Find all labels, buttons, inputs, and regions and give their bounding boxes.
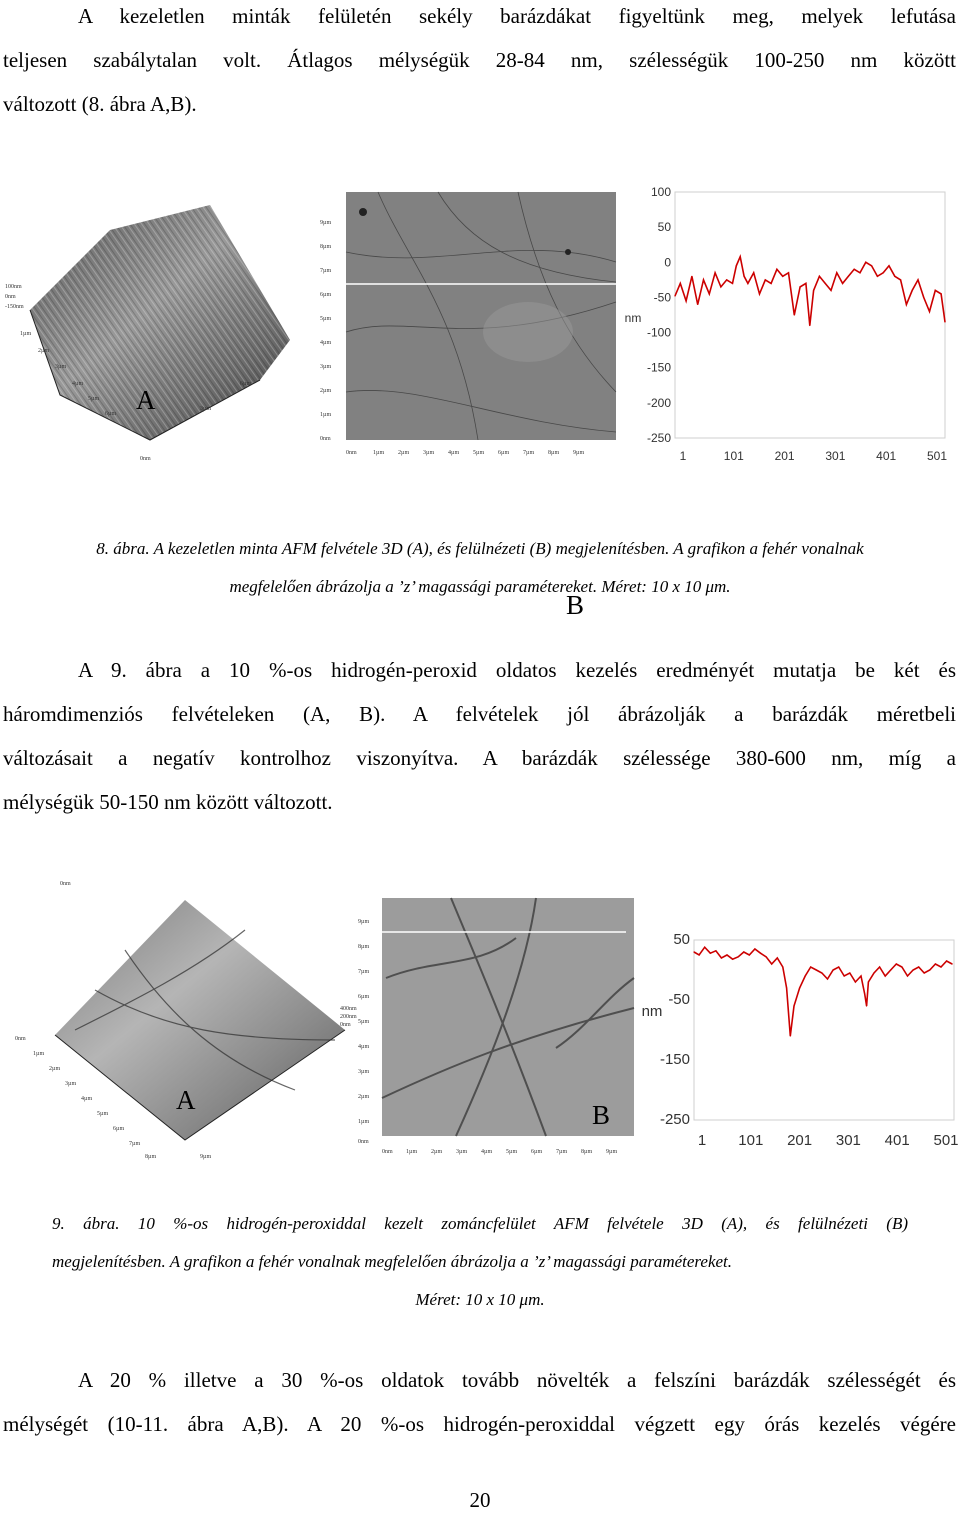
chart-x-tick-label: 101 bbox=[723, 449, 744, 463]
svg-text:4µm: 4µm bbox=[358, 1044, 370, 1050]
chart-data-point bbox=[944, 321, 945, 322]
chart-data-point bbox=[924, 972, 925, 973]
svg-text:8µm: 8µm bbox=[320, 244, 332, 250]
chart-data-point bbox=[777, 957, 778, 958]
chart-x-tick-label: 501 bbox=[926, 449, 948, 463]
chart-data-point bbox=[929, 311, 930, 312]
chart-data-point bbox=[855, 981, 856, 982]
chart-data-point bbox=[819, 276, 820, 277]
svg-text:0nm: 0nm bbox=[358, 1139, 369, 1145]
chart-data-point bbox=[844, 975, 845, 976]
chart-data-point bbox=[680, 283, 681, 284]
figure-8-caption-line-1: 8. ábra. A kezeletlen minta AFM felvétele 3D (A), és felülnézeti (B) megjelenítésben. A grafikon a fehér vonalnak bbox=[96, 539, 864, 558]
chart-data-point bbox=[691, 276, 692, 277]
chart-data-point bbox=[935, 963, 936, 964]
svg-text:6µm: 6µm bbox=[320, 292, 332, 298]
chart-data-point bbox=[885, 975, 886, 976]
svg-text:5µm: 5µm bbox=[97, 1111, 109, 1117]
svg-text:9µm: 9µm bbox=[573, 450, 585, 456]
chart-data-point bbox=[832, 969, 833, 970]
svg-text:0nm: 0nm bbox=[5, 294, 16, 300]
paragraph-1-line-1: A kezeletlen minták felületén sekély barázdákat figyeltünk meg, melyek lefutása bbox=[78, 4, 956, 28]
svg-text:2µm: 2µm bbox=[431, 1149, 443, 1155]
svg-text:5µm: 5µm bbox=[320, 316, 332, 322]
svg-text:2µm: 2µm bbox=[358, 1094, 370, 1100]
chart-data-point bbox=[877, 276, 878, 277]
chart-series-line bbox=[675, 257, 945, 326]
svg-text:4µm: 4µm bbox=[81, 1096, 93, 1102]
figure-9-caption-line-3: Méret: 10 x 10 μm. bbox=[415, 1290, 545, 1309]
svg-text:3µm: 3µm bbox=[55, 364, 67, 370]
svg-text:8µm: 8µm bbox=[581, 1149, 593, 1155]
svg-text:7µm: 7µm bbox=[556, 1149, 568, 1155]
chart-data-point bbox=[771, 963, 772, 964]
svg-text:6µm: 6µm bbox=[113, 1126, 125, 1132]
chart-data-point bbox=[753, 272, 754, 273]
chart-data-point bbox=[873, 972, 874, 973]
chart-plot-area bbox=[675, 192, 945, 438]
chart-data-point bbox=[848, 276, 849, 277]
chart-x-tick-label: 501 bbox=[933, 1132, 959, 1149]
chart-data-point bbox=[871, 265, 872, 266]
paragraph-3-line-2: mélységét (10-11. ábra A,B). A 20 %-os hidrogén-peroxiddal végzett egy órás kezelés végére bbox=[3, 1412, 956, 1436]
chart-y-axis-label: nm bbox=[641, 1003, 663, 1020]
svg-text:2µm: 2µm bbox=[398, 450, 410, 456]
svg-text:9µm: 9µm bbox=[200, 1154, 212, 1160]
page-number: 20 bbox=[469, 1488, 491, 1512]
svg-text:5µm: 5µm bbox=[473, 450, 485, 456]
svg-text:6µm: 6µm bbox=[105, 411, 117, 417]
svg-text:1µm: 1µm bbox=[20, 331, 32, 337]
svg-text:5µm: 5µm bbox=[88, 396, 100, 402]
svg-text:-150nm: -150nm bbox=[5, 304, 24, 310]
paragraph-2-line-1: A 9. ábra a 10 %-os hidrogén-peroxid oldatos kezelés eredményét mutatja be két és bbox=[78, 658, 956, 682]
chart-data-point bbox=[732, 959, 733, 960]
chart-x-tick-label: 1 bbox=[679, 449, 687, 463]
paragraph-2-line-3: változásait a negatív kontrolhoz viszonyítva. A barázdák szélessége 380-600 nm, míg a bbox=[3, 746, 956, 770]
chart-data-point bbox=[782, 966, 783, 967]
svg-text:1µm: 1µm bbox=[358, 1119, 370, 1125]
chart-y-tick-label: 50 bbox=[673, 931, 690, 948]
chart-data-point bbox=[854, 269, 855, 270]
chart-data-point bbox=[709, 293, 710, 294]
chart-data-point bbox=[838, 966, 839, 967]
chart-y-tick-label: -150 bbox=[646, 360, 671, 375]
chart-plot-area bbox=[694, 940, 954, 1120]
svg-text:2µm: 2µm bbox=[320, 388, 332, 394]
chart-data-point bbox=[736, 265, 737, 266]
chart-data-point bbox=[699, 954, 700, 955]
chart-x-tick-label: 1 bbox=[697, 1132, 707, 1149]
chart-data-point bbox=[929, 969, 930, 970]
chart-data-point bbox=[759, 293, 760, 294]
figure-9 bbox=[0, 881, 960, 1180]
svg-text:100nm: 100nm bbox=[5, 284, 22, 290]
svg-text:0nm: 0nm bbox=[346, 450, 357, 456]
svg-text:3µm: 3µm bbox=[320, 364, 332, 370]
svg-text:2µm: 2µm bbox=[38, 348, 50, 354]
chart-data-point bbox=[726, 954, 727, 955]
chart-data-point bbox=[912, 969, 913, 970]
chart-data-point bbox=[776, 269, 777, 270]
chart-x-tick-label: 201 bbox=[787, 1132, 813, 1149]
svg-text:0nm: 0nm bbox=[340, 1022, 351, 1028]
chart-data-point bbox=[866, 1005, 867, 1006]
chart-data-point bbox=[805, 283, 806, 284]
chart-data-point bbox=[799, 286, 800, 287]
paragraph-2 bbox=[3, 648, 956, 824]
chart-data-point bbox=[923, 297, 924, 298]
figure-9-height-profile-chart bbox=[636, 910, 960, 1180]
figure-9-panel-a-label: A bbox=[176, 1085, 196, 1115]
chart-data-point bbox=[693, 951, 694, 952]
svg-text:6µm: 6µm bbox=[498, 450, 510, 456]
svg-text:0nm: 0nm bbox=[60, 881, 71, 887]
figure-8-panel-a-label: A bbox=[136, 385, 156, 415]
svg-text:400nm: 400nm bbox=[340, 1006, 357, 1012]
paragraph-3 bbox=[3, 1358, 956, 1446]
chart-data-point bbox=[952, 963, 953, 964]
chart-data-point bbox=[864, 993, 865, 994]
chart-data-point bbox=[935, 290, 936, 291]
chart-data-point bbox=[883, 272, 884, 273]
chart-data-point bbox=[732, 283, 733, 284]
paragraph-1-line-3: változott (8. ábra A,B). bbox=[3, 92, 197, 116]
chart-data-point bbox=[859, 272, 860, 273]
chart-data-point bbox=[782, 276, 783, 277]
svg-text:2µm: 2µm bbox=[49, 1066, 61, 1072]
chart-data-point bbox=[912, 290, 913, 291]
chart-data-point bbox=[946, 960, 947, 961]
chart-data-point bbox=[860, 975, 861, 976]
svg-text:1µm: 1µm bbox=[33, 1051, 45, 1057]
svg-text:4µm: 4µm bbox=[72, 381, 84, 387]
chart-y-tick-label: -250 bbox=[659, 1111, 690, 1128]
svg-text:9µm: 9µm bbox=[606, 1149, 618, 1155]
svg-text:6µm: 6µm bbox=[358, 994, 370, 1000]
svg-text:6µm: 6µm bbox=[240, 381, 252, 387]
svg-text:4µm: 4µm bbox=[448, 450, 460, 456]
chart-data-point bbox=[888, 265, 889, 266]
chart-data-point bbox=[896, 963, 897, 964]
svg-text:4µm: 4µm bbox=[481, 1149, 493, 1155]
svg-text:1µm: 1µm bbox=[373, 450, 385, 456]
chart-y-tick-label: -150 bbox=[659, 1051, 690, 1068]
chart-data-point bbox=[790, 1035, 791, 1036]
chart-data-point bbox=[674, 295, 675, 296]
chart-data-point bbox=[720, 286, 721, 287]
chart-data-point bbox=[821, 972, 822, 973]
figure-9-panel-b-label: B bbox=[592, 1100, 611, 1130]
chart-data-point bbox=[879, 966, 880, 967]
svg-text:8µm: 8µm bbox=[548, 450, 560, 456]
figure-8-height-profile-chart bbox=[615, 180, 960, 480]
chart-series-line bbox=[694, 947, 952, 1036]
chart-x-tick-label: 101 bbox=[738, 1132, 764, 1149]
chart-data-point bbox=[810, 966, 811, 967]
chart-data-point bbox=[714, 272, 715, 273]
chart-data-point bbox=[842, 283, 843, 284]
chart-data-point bbox=[836, 272, 837, 273]
svg-text:9µm: 9µm bbox=[320, 220, 332, 226]
chart-data-point bbox=[743, 951, 744, 952]
figure-8-caption bbox=[0, 530, 960, 606]
svg-text:0nm: 0nm bbox=[15, 1036, 26, 1042]
svg-text:0nm: 0nm bbox=[382, 1149, 393, 1155]
chart-data-point bbox=[793, 1005, 794, 1006]
chart-data-point bbox=[907, 975, 908, 976]
chart-data-point bbox=[743, 276, 744, 277]
figure-8-afm-3d-image bbox=[0, 190, 320, 475]
svg-text:1µm: 1µm bbox=[406, 1149, 418, 1155]
chart-data-point bbox=[799, 987, 800, 988]
chart-data-point bbox=[771, 283, 772, 284]
chart-y-tick-label: 50 bbox=[657, 220, 671, 235]
chart-data-point bbox=[749, 954, 750, 955]
svg-text:7µm: 7µm bbox=[320, 268, 332, 274]
svg-text:8µm: 8µm bbox=[358, 944, 370, 950]
svg-text:7µm: 7µm bbox=[129, 1141, 141, 1147]
paragraph-1-line-2: teljesen szabálytalan volt. Átlagos mélységük 28-84 nm, szélességük 100-250 nm között bbox=[3, 48, 956, 72]
chart-x-tick-label: 301 bbox=[825, 449, 846, 463]
chart-data-point bbox=[738, 956, 739, 957]
svg-text:6µm: 6µm bbox=[531, 1149, 543, 1155]
chart-data-point bbox=[765, 279, 766, 280]
chart-data-point bbox=[703, 279, 704, 280]
chart-data-point bbox=[900, 279, 901, 280]
svg-text:200nm: 200nm bbox=[340, 1014, 357, 1020]
chart-data-point bbox=[890, 969, 891, 970]
chart-data-point bbox=[726, 279, 727, 280]
paragraph-3-line-1: A 20 % illetve a 30 %-os oldatok tovább növelték a felszíni barázdák szélességét és bbox=[78, 1368, 956, 1392]
chart-y-tick-label: -100 bbox=[646, 325, 671, 340]
svg-text:7µm: 7µm bbox=[358, 969, 370, 975]
chart-y-tick-label: -200 bbox=[646, 395, 671, 410]
chart-data-point bbox=[765, 956, 766, 957]
svg-text:3µm: 3µm bbox=[456, 1149, 468, 1155]
chart-data-point bbox=[747, 283, 748, 284]
figure-9-caption-line-1: 9. ábra. 10 %-os hidrogén-peroxiddal kezelt zománcfelület AFM felvétele 3D (A), és felülnézeti (B) bbox=[52, 1214, 908, 1233]
paragraph-1 bbox=[3, 0, 956, 126]
chart-data-point bbox=[940, 966, 941, 967]
chart-x-tick-label: 401 bbox=[876, 449, 897, 463]
chart-y-axis-label: nm bbox=[624, 311, 642, 325]
chart-data-point bbox=[697, 304, 698, 305]
chart-data-point bbox=[786, 987, 787, 988]
chart-x-tick-label: 401 bbox=[884, 1132, 910, 1149]
svg-text:9µm: 9µm bbox=[358, 919, 370, 925]
chart-data-point bbox=[918, 966, 919, 967]
chart-x-tick-label: 301 bbox=[835, 1132, 861, 1149]
chart-data-point bbox=[917, 279, 918, 280]
figure-8-caption-line-2: megfelelően ábrázolja a ’z’ magassági paramétereket. Méret: 10 x 10 μm. bbox=[229, 577, 731, 596]
chart-data-point bbox=[686, 300, 687, 301]
chart-x-tick-label: 201 bbox=[774, 449, 795, 463]
figure-8-chart-svg bbox=[615, 180, 960, 480]
chart-y-tick-label: 0 bbox=[664, 255, 671, 270]
chart-y-tick-label: -250 bbox=[646, 431, 671, 445]
chart-data-point bbox=[704, 947, 705, 948]
figure-9-caption bbox=[52, 1205, 908, 1319]
svg-text:1µm: 1µm bbox=[320, 412, 332, 418]
svg-text:8µm: 8µm bbox=[145, 1154, 157, 1160]
chart-data-point bbox=[825, 283, 826, 284]
svg-text:3µm: 3µm bbox=[358, 1069, 370, 1075]
svg-text:5µm: 5µm bbox=[506, 1149, 518, 1155]
chart-data-point bbox=[760, 953, 761, 954]
figure-9-chart-svg bbox=[636, 910, 960, 1180]
chart-data-point bbox=[894, 276, 895, 277]
figure-8-panel-b-label: B bbox=[566, 590, 585, 620]
chart-y-tick-label: -50 bbox=[653, 290, 671, 305]
chart-data-point bbox=[740, 256, 741, 257]
chart-data-point bbox=[809, 325, 810, 326]
chart-data-point bbox=[813, 290, 814, 291]
chart-data-point bbox=[715, 950, 716, 951]
chart-data-point bbox=[794, 314, 795, 315]
figure-8-afm-top-image bbox=[318, 192, 613, 462]
chart-data-point bbox=[868, 981, 869, 982]
chart-data-point bbox=[941, 293, 942, 294]
chart-data-point bbox=[906, 304, 907, 305]
chart-data-point bbox=[754, 948, 755, 949]
chart-data-point bbox=[805, 975, 806, 976]
chart-y-tick-label: -50 bbox=[668, 991, 690, 1008]
chart-data-point bbox=[816, 969, 817, 970]
svg-text:0nm: 0nm bbox=[320, 436, 331, 442]
chart-data-point bbox=[827, 978, 828, 979]
chart-y-tick-label: 100 bbox=[650, 185, 671, 199]
figure-9-caption-line-2: megjelenítésben. A grafikon a fehér vonalnak megfelelően ábrázolja a ’z’ magassági paramétereket. bbox=[52, 1252, 733, 1271]
chart-data-point bbox=[721, 957, 722, 958]
svg-text:0nm: 0nm bbox=[140, 456, 151, 462]
figure-9-afm-3d-image bbox=[15, 881, 357, 1170]
svg-text:3µm: 3µm bbox=[200, 406, 212, 412]
paragraph-2-line-4: mélységük 50-150 nm között változott. bbox=[3, 790, 333, 814]
svg-text:5µm: 5µm bbox=[358, 1019, 370, 1025]
svg-text:3µm: 3µm bbox=[423, 450, 435, 456]
chart-data-point bbox=[788, 272, 789, 273]
chart-data-point bbox=[901, 966, 902, 967]
chart-data-point bbox=[830, 290, 831, 291]
svg-text:3µm: 3µm bbox=[65, 1081, 77, 1087]
chart-data-point bbox=[710, 953, 711, 954]
svg-text:4µm: 4µm bbox=[320, 340, 332, 346]
paragraph-2-line-2: háromdimenziós felvételeken (A, B). A felvételek jól ábrázolják a barázdák méretbeli bbox=[3, 702, 956, 726]
chart-data-point bbox=[865, 262, 866, 263]
svg-text:7µm: 7µm bbox=[523, 450, 535, 456]
chart-data-point bbox=[849, 972, 850, 973]
